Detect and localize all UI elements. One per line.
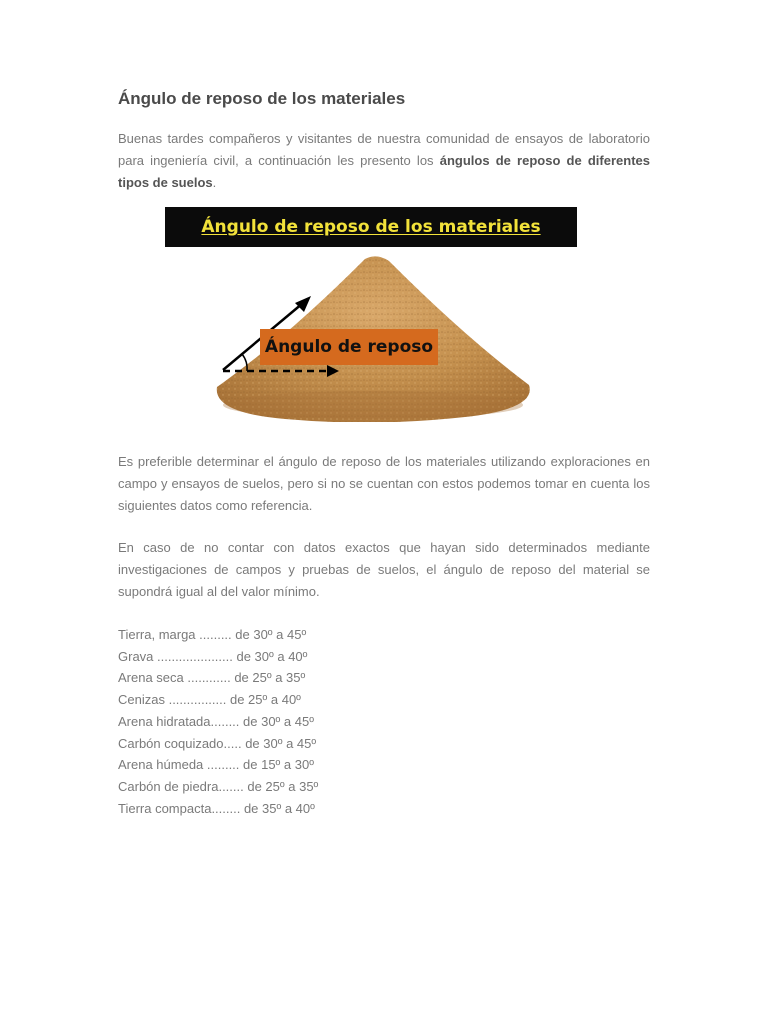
angle-of-repose-figure (165, 207, 577, 422)
materials-list (118, 624, 318, 819)
figure-banner-title: Ángulo de reposo de los materiales (201, 217, 541, 237)
list-item: Arena seca ............ de 25º a 35º (118, 670, 306, 686)
list-item: Grava ..................... de 30º a 40º (118, 648, 308, 664)
angle-label (260, 329, 438, 365)
intro-bold-text: ángulos de reposo de diferentes tipos de suelos (118, 153, 650, 190)
figure-banner (165, 207, 577, 247)
list-item: Cenizas ................ de 25º a 40º (118, 692, 301, 708)
list-item: Carbón coquizado..... de 30º a 45º (118, 735, 317, 751)
intro-text: Buenas tardes compañeros y visitantes de nuestra comunidad de ensayos de laboratorio para ingeniería civil, a continuación les presento los (118, 131, 650, 168)
list-item: Arena hidratada........ de 30º a 45º (118, 713, 314, 729)
paragraph-1: Es preferible determinar el ángulo de reposo de los materiales utilizando exploraciones en campo y ensayos de suelos, pero si no se cuentan con estos podemos tomar en cuenta los siguientes datos como referencia. (118, 454, 650, 513)
list-item: Carbón de piedra....... de 25º a 35º (118, 778, 319, 794)
intro-paragraph (118, 128, 650, 194)
intro-text-end: . (212, 175, 217, 190)
angle-label-text: Ángulo de reposo (264, 337, 434, 357)
list-item: Tierra, marga ......... de 30º a 45º (118, 627, 307, 642)
list-item: Tierra compacta........ de 35º a 40º (118, 800, 315, 816)
page-title: Ángulo de reposo de los materiales (118, 89, 406, 108)
slope-arrow-head (295, 296, 311, 312)
list-item: Arena húmeda ......... de 15º a 30º (118, 757, 314, 773)
paragraph-2: En caso de no contar con datos exactos que hayan sido determinados mediante investigaciones de campos y pruebas de suelos, el ángulo de reposo del material se supondrá igual al del valor mínimo. (118, 540, 650, 599)
